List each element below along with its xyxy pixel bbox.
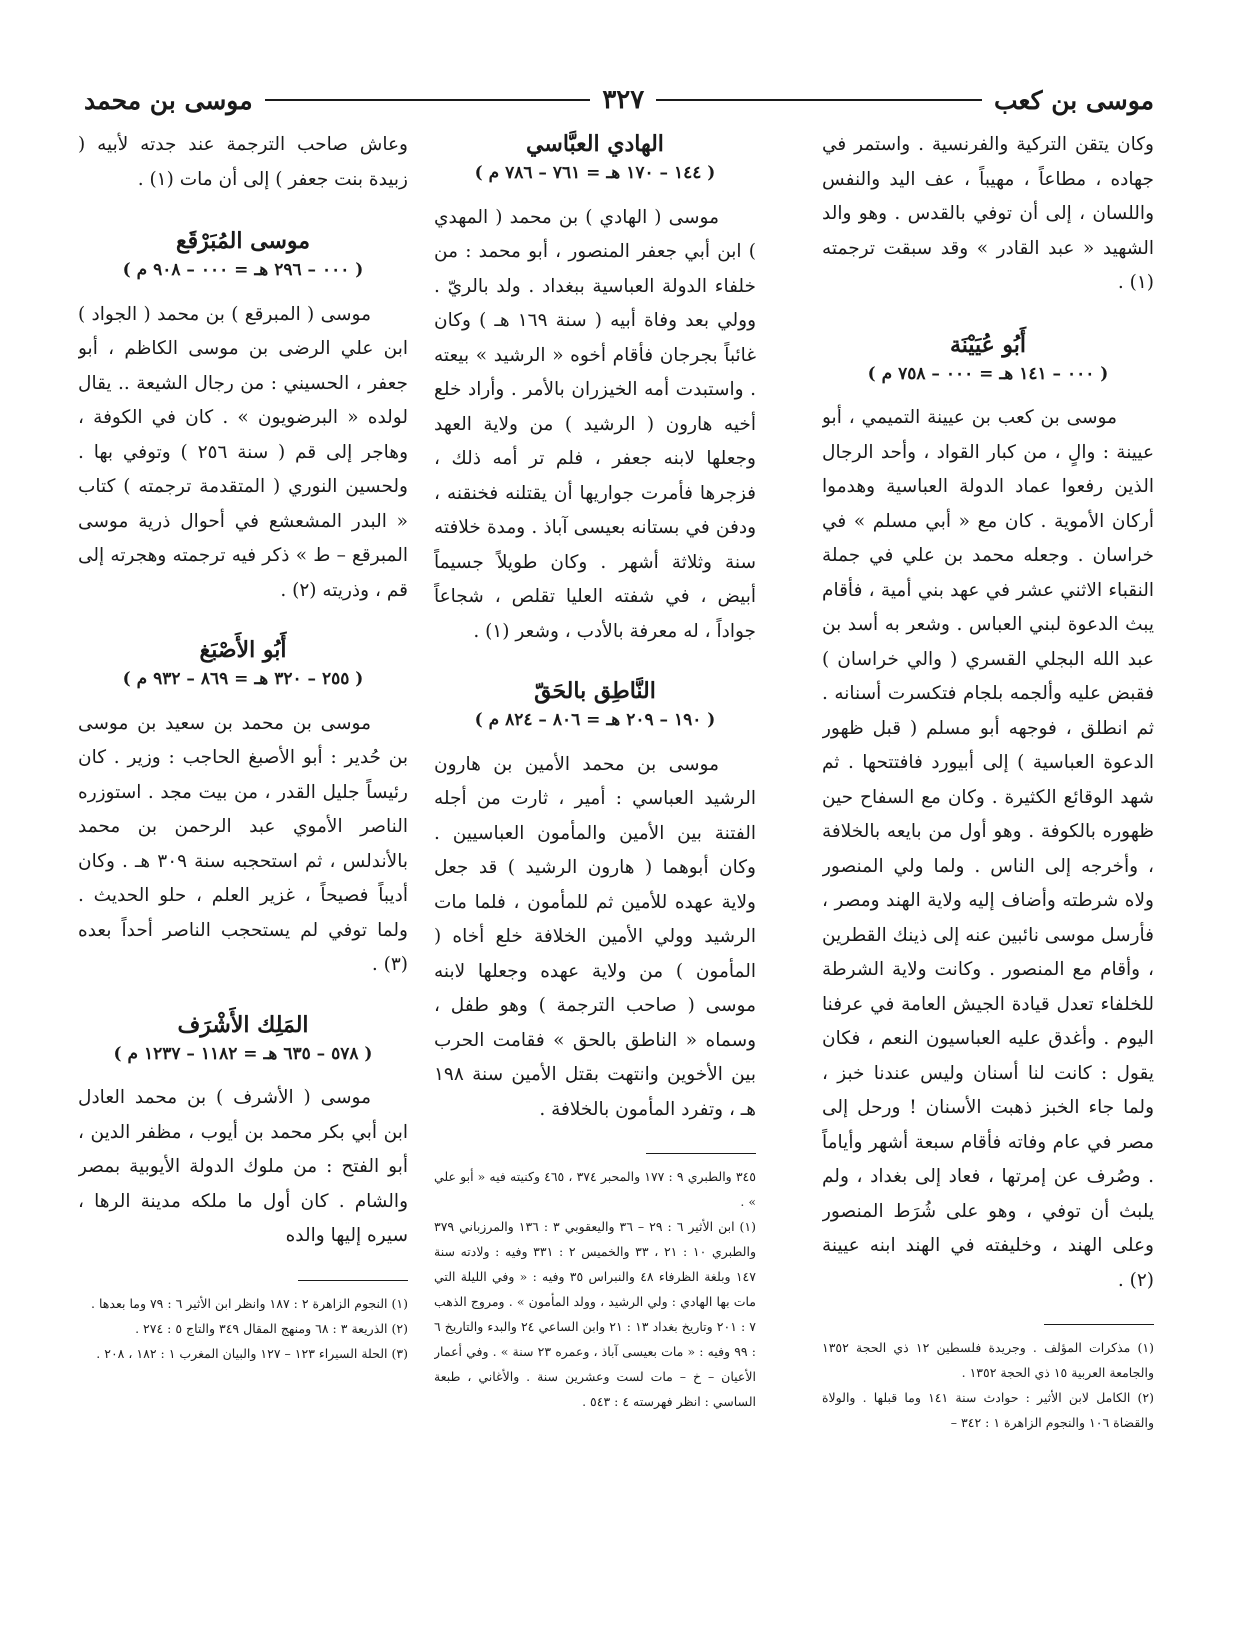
biography-entry: [78, 225, 408, 608]
page-header: [84, 80, 1154, 120]
entry-title: المَلِك الأَشْرَف: [177, 1011, 309, 1038]
footnote: (١) مذكرات المؤلف . وجريدة فلسطين ١٢ ذي الحجة ١٣٥٢ والجامعة العربية ١٥ ذي الحجة ١٣٥٢ .: [822, 1340, 1154, 1380]
biography-entry: [78, 634, 408, 983]
footnotes: [822, 1335, 1154, 1435]
entry-body: موسى بن محمد الأمين بن هارون الرشيد العباسي : أمير ، ثارت من أجله الفتنة بين الأمين والمأمون العباسيين . وكان أبوهما ( هارون الرشيد ) قد جعل ولاية عهده للأمين ثم للمأمون ، فلما مات الرشيد وولي الأمين الخلافة خلع أخاه ( المأمون ) من ولاية عهده وجعلها لابنه موسى ( صاحب الترجمة ) وهو طفل ، وسماه « الناطق بالحق » فقامت الحرب بين الأخوين وانتهت بقتل الأمين سنة ١٩٨ هـ ، وتفرد المأمون بالخلافة .: [434, 753, 756, 1120]
page-number: ٣٢٧: [602, 85, 645, 115]
column-right: [822, 128, 1154, 1618]
entry-title: الهادي العبَّاسي: [526, 131, 664, 157]
biography-entry: [434, 675, 756, 1127]
entry-title: النَّاطِق بالحَقّ: [534, 678, 656, 704]
entry-title: أَبُو عُيَيْنَة: [949, 331, 1027, 358]
entry-dates: ( ١٩٠ – ٢٠٩ هـ = ٨٠٦ – ٨٢٤ م ): [474, 710, 716, 730]
entry-title: موسى المُبَرْقَع: [175, 228, 311, 254]
entry-body: موسى بن كعب بن عيينة التميمي ، أبو عيينة : والٍ ، من كبار القواد ، وأحد الرجال الذين رفعوا عماد الدولة العباسية وهدموا أركان الأموية . كان مع « أبي مسلم » في خراسان . وجعله محمد بن علي في جملة النقباء الاثني عشر في عهد بني أمية ، فأقام يبث الدعوة لبني العباس . وشعر به أسد بن عبد الله البجلي القسري ( والي خراسان ) فقبض عليه وألجمه بلجام فتكسرت أسنانه . ثم انطلق ، فوجهه أبو مسلم ( قبل ظهور الدعوة العباسية ) إلى أبيورد فافتتحها . ثم شهد الوقائع الكثيرة . وكان مع السفاح حين ظهوره بالكوفة . وهو أول من بايعه بالخلافة ، وأخرجه إلى الناس . ولما ولي المنصور ولاه شرطته وأضاف إليه ولاية الهند ومصر ، فأرسل موسى نائبين عنه إلى ذينك القطرين ، وأقام مع المنصور . وكانت ولاية الشرطة للخلفاء تعدل قيادة الجيش العامة في عرفنا اليوم . وأغدق عليه العباسيون النعم ، فكان يقول : كانت لنا أسنان وليس عندنا خبز ، ولما جاء الخبز ذهبت الأسنان ! ورحل إلى مصر في عام وفاته فأقام سبعة أشهر وأياماً . وصُرف عن إمرتها ، فعاد إلى بغداد ، ولم يلبث أن توفي ، وهو على شُرَط المنصور وعلى الهند ، وخليفته في الهند ابنه عيينة (٢) .: [822, 407, 1154, 1291]
entry-body: موسى بن محمد بن سعيد بن موسى بن حُدير : أبو الأصبغ الحاجب : وزير . كان رئيساً جليل القدر ، من بيت مجد . استوزره الناصر الأموي عبد الرحمن بن محمد بالأندلس ، ثم استحجبه سنة ٣٠٩ هـ . وكان أديباً فصيحاً ، غزير العلم ، حلو الحديث . ولما توفي لم يستحجب الناصر أحداً بعده (٣) .: [78, 712, 408, 975]
header-rule: [265, 99, 591, 101]
footnote-rule: [646, 1153, 756, 1154]
continuation-paragraph: وكان يتقن التركية والفرنسية . واستمر في جهاده ، مطاعاً ، مهيباً ، عف اليد والنفس واللسان ، إلى أن توفي بالقدس . وهو والد الشهيد « عبد القادر » وقد سبقت ترجمته (١) .: [822, 134, 1154, 293]
header-title-left: موسى بن محمد: [84, 85, 253, 115]
biography-entry: [434, 128, 756, 649]
header-title-right: موسى بن كعب: [994, 85, 1154, 115]
entry-body: موسى ( الهادي ) بن محمد ( المهدي ) ابن أبي جعفر المنصور ، أبو محمد : من خلفاء الدولة العباسية ببغداد . ولد بالريّ . وولي بعد وفاة أبيه ( سنة ١٦٩ هـ ) وكان غائباً بجرجان فأقام أخوه « الرشيد » بيعته . واستبدت أمه الخيزران بالأمر . وأراد خلع أخيه هارون ( الرشيد ) من ولاية العهد وجعلها لابنه جعفر ، فلم تر أمه ذلك ، فزجرها فأمرت جواريها أن يقتلنه فخنقنه ، ودفن في بستانه بعيسى آباذ . ومدة خلافته سنة وثلاثة أشهر . وكان طويلاً جسيماً أبيض ، في شفته العليا تقلص ، شجاعاً جواداً ، له معرفة بالأدب ، وشعر (١) .: [434, 206, 756, 642]
column-left: [78, 128, 408, 1618]
footnote-rule: [1044, 1324, 1154, 1325]
footnote-rule: [298, 1280, 408, 1281]
column-middle: [434, 128, 756, 1618]
entry-dates: ( ٥٧٨ – ٦٣٥ هـ = ١١٨٢ – ١٢٣٧ م ): [113, 1043, 373, 1064]
header-rule: [656, 99, 982, 101]
footnote: (١) ابن الأثير ٦ : ٢٩ – ٣٦ واليعقوبي ٣ : ١٣٦ والمرزباني ٣٧٩ والطبري ١٠ : ٢١ ، ٣٣ والخميس ٢ : ٣٣١ وفيه : ولادته سنة ١٤٧ وبلغة الظرفاء ٤٨ والنبراس ٣٥ وفيه : « وفي الليلة التي مات بها الهادي : ولي الرشيد ، وولد المأمون » . ومروج الذهب ٧ : ٢٠١ وتاريخ بغداد ١٣ : ٢١ وابن الساعي ٢٤ والبدء والتاريخ ٦ : ٩٩ وفيه : « مات بعيسى آباذ ، وعمره ٢٣ سنة » . وفي أعمار الأعيان – خ – مات لست وعشرين سنة . والأغاني ، طبعة الساسي : انظر فهرسته ٤ : ٥٤٣ .: [434, 1219, 756, 1409]
footnote: (٣) الحلة السيراء ١٢٣ – ١٢٧ والبيان المغرب ١ : ١٨٢ ، ٢٠٨ .: [96, 1345, 408, 1361]
entry-dates: ( ٢٥٥ – ٣٢٠ هـ = ٨٦٩ – ٩٣٢ م ): [122, 669, 364, 689]
entry-dates: ( ٠٠٠ – ١٤١ هـ = ٠٠٠ – ٧٥٨ م ): [867, 363, 1109, 384]
entry-dates: ( ١٤٤ – ١٧٠ هـ = ٧٦١ – ٧٨٦ م ): [474, 163, 716, 183]
footnotes: [78, 1291, 408, 1366]
entry-dates: ( ٠٠٠ – ٢٩٦ هـ = ٠٠٠ – ٩٠٨ م ): [122, 260, 364, 280]
footnote: (١) النجوم الزاهرة ٢ : ١٨٧ وانظر ابن الأثير ٦ : ٧٩ وما بعدها .: [91, 1295, 408, 1311]
biography-entry: [78, 1009, 408, 1254]
entry-body: موسى ( الأشرف ) بن محمد العادل ابن أبي بكر محمد بن أيوب ، مظفر الدين ، أبو الفتح : من ملوك الدولة الأيوبية بمصر والشام . كان أول ما ملكه مدينة الرها ، سيره إليها والده: [78, 1087, 408, 1246]
entry-body: موسى ( المبرقع ) بن محمد ( الجواد ) ابن علي الرضى بن موسى الكاظم ، أبو جعفر ، الحسيني : من رجال الشيعة .. يقال لولده « البرضويون » . كان في الكوفة ، وهاجر إلى قم ( سنة ٢٥٦ ) وتوفي بها . ولحسين النوري ( المتقدمة ترجمته ) كتاب « البدر المشعشع في أحوال ذرية موسى المبرقع – ط » ذكر فيه ترجمته وهجرته إلى قم ، وذريته (٢) .: [78, 303, 408, 601]
footnote: (٢) الكامل لابن الأثير : حوادث سنة ١٤١ وما قبلها . والولاة والقضاة ١٠٦ والنجوم الزاهرة ١ : ٣٤٢ –: [822, 1390, 1154, 1430]
continuation-paragraph: وعاش صاحب الترجمة عند جدته لأبيه ( زبيدة بنت جعفر ) إلى أن مات (١) .: [78, 134, 408, 190]
footnotes: [434, 1164, 756, 1414]
footnote: (٢) الذريعة ٣ : ٦٨ ومنهج المقال ٣٤٩ والتاج ٥ : ٢٧٤ .: [135, 1320, 408, 1336]
biography-entry: [822, 329, 1154, 1299]
footnote: ٣٤٥ والطبري ٩ : ١٧٧ والمحبر ٣٧٤ ، ٤٦٥ وكنيته فيه « أبو علي » .: [434, 1169, 756, 1209]
entry-title: أَبُو الأَصْبَغ: [199, 637, 287, 663]
